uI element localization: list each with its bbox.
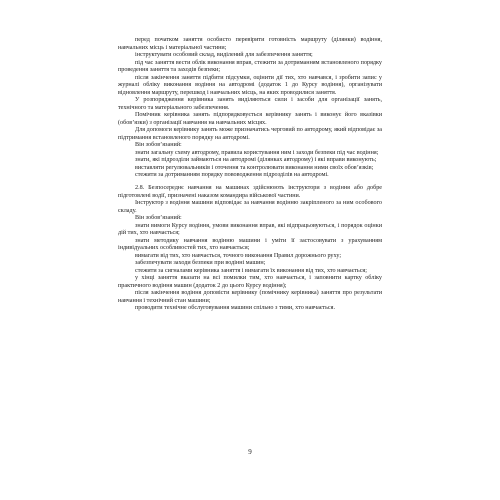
paragraph: знати загальну схему автодрому, правила користування ним і заходи безпеки під час водіння; xyxy=(135,149,379,156)
paragraph: проводити технічне обслуговування машини спільно з тими, хто навчається. xyxy=(135,305,336,311)
paragraph: знати вимоги Курсу водіння, умови виконання вправ, які відпрацьовуються, і порядок оцінки дій тих, хто навчається; xyxy=(118,222,382,236)
paragraph: знати методику навчання водінню машини і уміти її застосовувати з урахуванням індивідуальних особливостей тих, хто навчається; xyxy=(118,237,382,251)
page-number: 9 xyxy=(248,448,252,456)
paragraph: вимагати від тих, хто навчається, точного виконання Правил дорожнього руху; xyxy=(135,252,342,259)
paragraph: після закінчення водіння доповісти керівнику (помічнику керівника) заняття про результати навчання і технічний стан машини; xyxy=(118,290,382,304)
paragraph: У розпорядження керівника занять виділяються сили і засоби для організації занять, технічного та матеріального забезпечення. xyxy=(118,97,382,111)
paragraph: під час заняття вести облік виконання вправ, стежити за дотриманням встановленого порядку проведення заняття та заходів безпеки; xyxy=(118,59,382,73)
body-text xyxy=(118,37,382,313)
paragraph: Він зобов’язаний: xyxy=(135,215,182,221)
paragraph: у хінці заняття вказати на всі помилки тим, хто навчається, і заповнити картку обліку практичного водіння машин (додаток 2 до цього Курсу водіння); xyxy=(118,275,382,289)
paragraph: Помічник керівника занять підпорядковується керівнику занять і виконує його вказівки (обов’язки) з організації навчання на навчальних місцях. xyxy=(118,112,382,126)
paragraph: після закінчення заняття підбити підсумки, оцінити дії тих, хто навчався, і зробити запис у журналі обліку виконання водіння на автодромі (додаток 1 до Курсу водіння), організувати відновлення маршруту, перешкод і навчальних місць, на яких проводилися заняття. xyxy=(118,74,382,96)
section-heading-paragraph: 2.8. Безпосереднє навчання на машинах здійснюють інструктори з водіння або добре підготовлені водії, призначені наказом командира військової частини. xyxy=(118,185,382,199)
paragraph: знати, які підрозділи займаються на автодромі (ділянках автодрому) і які вправи виконують; xyxy=(135,157,377,163)
paragraph: Він зобов’язаний: xyxy=(135,142,182,148)
paragraph: забезпечувати заходи безпеки при водінні машин; xyxy=(135,260,266,266)
paragraph: виставляти регулювальників і оточення та контролювати виконання ними своїх обов’язків; xyxy=(135,164,374,171)
paragraph: інструктувати особовий склад, виділений для забезпечення заняття; xyxy=(135,52,313,58)
paragraph: Для допомоги керівнику занять може призначатись черговий по автодрому, який відповідає за підтримання встановленого порядку на автодромі. xyxy=(118,127,382,141)
paragraph: стежити за сигналами керівника заняття і вимагати їх виконання від тих, хто навчається; xyxy=(135,267,367,274)
paragraph: Інструктор з водіння машини відповідає за навчання водінню закріпленого за ним особового складу. xyxy=(118,200,382,214)
paragraph: перед початком заняття особисто перевірити готовність маршруту (ділянки) водіння, навчальних місць і матеріальної частини; xyxy=(118,37,382,51)
paragraph: стежити за дотриманням порядку пововодження підрозділів на автодромі. xyxy=(135,172,329,178)
